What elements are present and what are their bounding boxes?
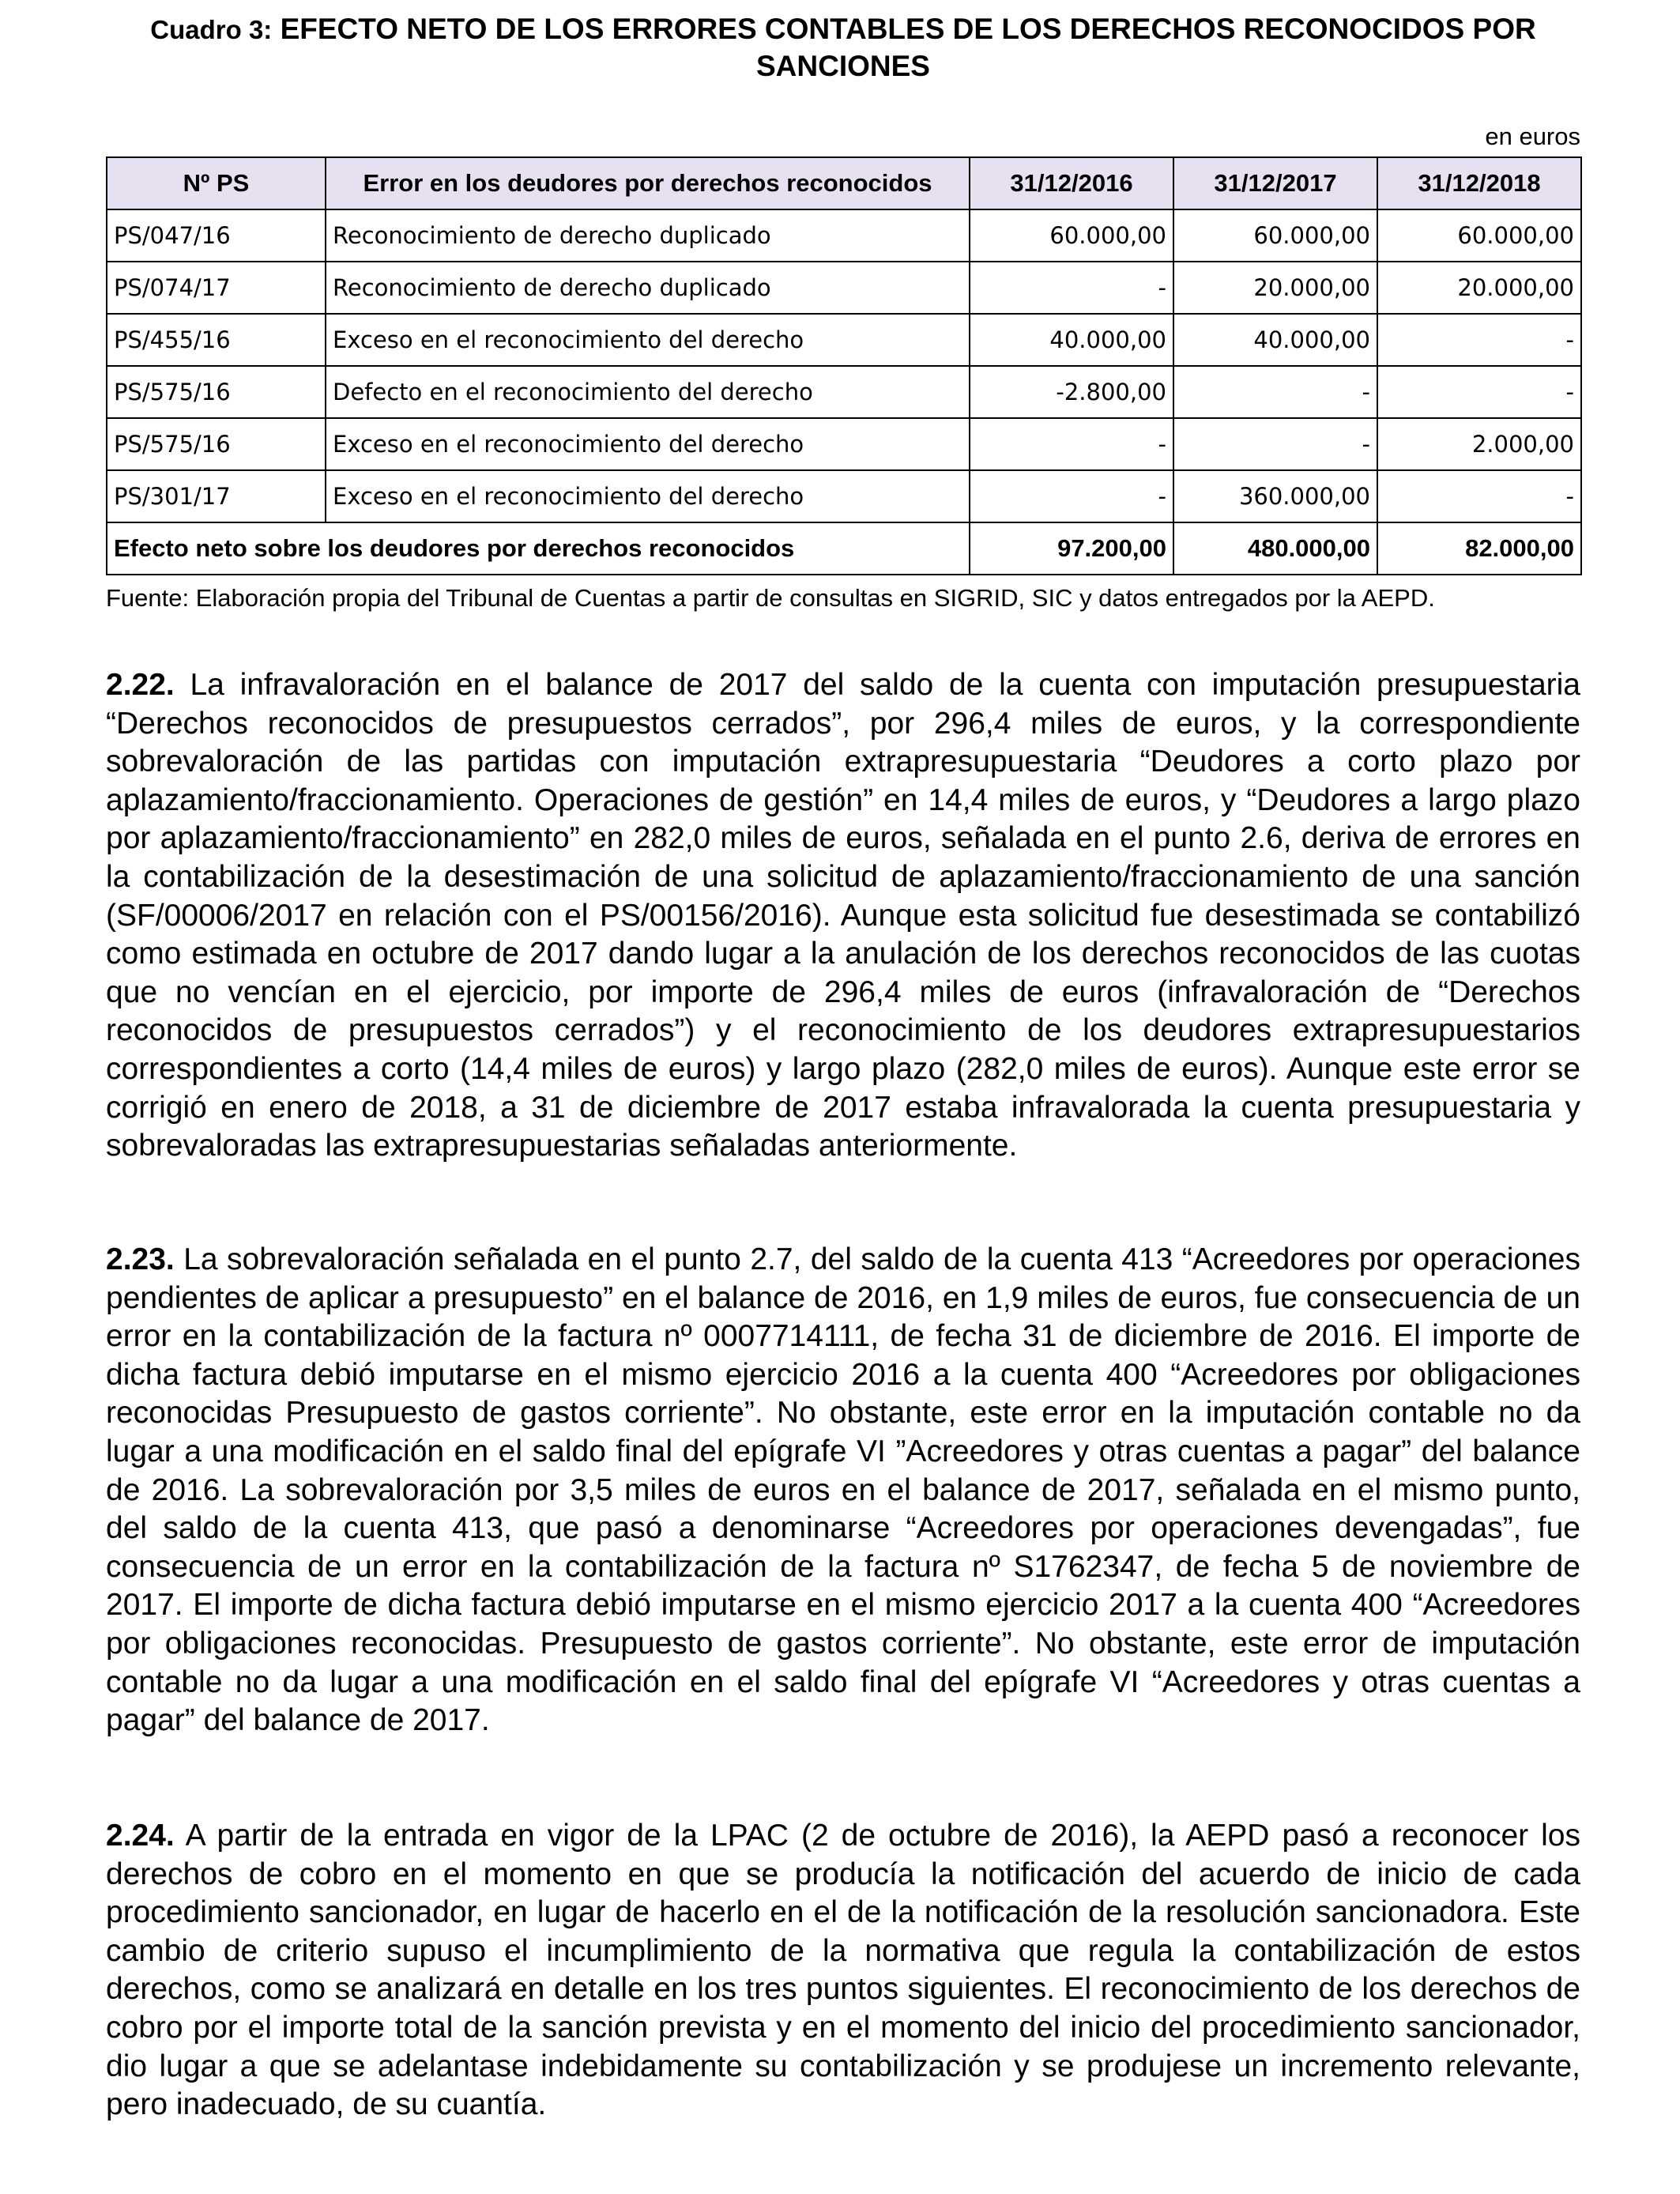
ps-cell: PS/301/17 (107, 470, 326, 522)
header-cell: 31/12/2016 (970, 157, 1173, 209)
value-cell: 360.000,00 (1173, 470, 1377, 522)
header-cell: Nº PS (107, 157, 326, 209)
value-cell: - (970, 418, 1173, 470)
unit-label: en euros (1485, 123, 1580, 150)
value-cell: 60.000,00 (1173, 209, 1377, 262)
value-cell: - (970, 262, 1173, 314)
value-cell: 60.000,00 (1377, 209, 1581, 262)
ps-cell: PS/575/16 (107, 418, 326, 470)
value-cell: 40.000,00 (1173, 314, 1377, 366)
table-row (107, 262, 1581, 314)
table-total-row (107, 522, 1581, 575)
value-cell: 20.000,00 (1173, 262, 1377, 314)
error-cell: Defecto en el reconocimiento del derecho (326, 366, 970, 418)
table-header-row (107, 157, 1581, 209)
error-cell: Exceso en el reconocimiento del derecho (326, 314, 970, 366)
error-cell: Reconocimiento de derecho duplicado (326, 209, 970, 262)
table-row (107, 418, 1581, 470)
table-row (107, 366, 1581, 418)
value-cell: 20.000,00 (1377, 262, 1581, 314)
total-value: 97.200,00 (970, 522, 1173, 575)
header-cell: 31/12/2018 (1377, 157, 1581, 209)
error-cell: Reconocimiento de derecho duplicado (326, 262, 970, 314)
ps-cell: PS/047/16 (107, 209, 326, 262)
value-cell: - (1377, 366, 1581, 418)
paragraph-text: La infravaloración en el balance de 2017 del saldo de la cuenta con imputación presupuestaria “Derechos reconocidos de presupuestos cerrados”, por 296,4 miles de euros, y la correspondiente sobrevaloración de las partidas con imputación extrapresupuestaria “Deudores a corto plazo por aplazamiento/fraccionamiento. Operaciones de gestión” en 14,4 miles de euros, y “Deudores a largo plazo por aplazamiento/fraccionamiento” en 282,0 miles de euros, señalada en el punto 2.6, deriva de errores en la contabilización de la desestimación de una solicitud de aplazamiento/fraccionamiento de una sanción (SF/00006/2017 en relación con el PS/00156/2016). Aunque esta solicitud fue desestimada se contabilizó como estimada en octubre de 2017 dando lugar a la anulación de los derechos reconocidos de las cuotas que no vencían en el ejercicio, por importe de 296,4 miles de euros (infravaloración de “Derechos reconocidos de presupuestos cerrados”) y el reconocimiento de los deudores extrapresupuestarios correspondientes a corto (14,4 miles de euros) y largo plazo (282,0 miles de euros). Aunque este error se corrigió en enero de 2018, a 31 de diciembre de 2017 estaba infravalorada la cuenta presupuestaria y sobrevaloradas las extrapresupuestarias señaladas anteriormente. (106, 668, 1580, 1163)
total-value: 480.000,00 (1173, 522, 1377, 575)
paragraph-2-22 (106, 666, 1580, 1166)
ps-cell: PS/074/17 (107, 262, 326, 314)
value-cell: 40.000,00 (970, 314, 1173, 366)
error-cell: Exceso en el reconocimiento del derecho (326, 470, 970, 522)
table-source-note: Fuente: Elaboración propia del Tribunal de Cuentas a partir de consultas en SIGRID, SIC y datos entregados por la AEPD. (106, 584, 1435, 612)
paragraph-text: A partir de la entrada en vigor de la LPAC (2 de octubre de 2016), la AEPD pasó a reconocer los derechos de cobro en el momento en que se producía la notificación del acuerdo de inicio de cada procedimiento sancionador, en lugar de hacerlo en el de la notificación de la resolución sancionadora. Este cambio de criterio supuso el incumplimiento de la normativa que regula la contabilización de estos derechos, como se analizará en detalle en los tres puntos siguientes. El reconocimiento de los derechos de cobro por el importe total de la sanción prevista y en el momento del inicio del procedimiento sancionador, dio lugar a que se adelantase indebidamente su contabilización y se produjese un incremento relevante, pero inadecuado, de su cuantía. (106, 1819, 1580, 2122)
ps-cell: PS/455/16 (107, 314, 326, 366)
value-cell: - (970, 470, 1173, 522)
table-row (107, 314, 1581, 366)
total-value: 82.000,00 (1377, 522, 1581, 575)
value-cell: - (1377, 314, 1581, 366)
value-cell: - (1173, 418, 1377, 470)
header-cell: 31/12/2017 (1173, 157, 1377, 209)
paragraph-number: 2.23. (106, 1242, 175, 1276)
table-title-label: Cuadro 3: (150, 15, 273, 44)
value-cell: - (1377, 470, 1581, 522)
total-label: Efecto neto sobre los deudores por derechos reconocidos (107, 522, 970, 575)
paragraph-text: La sobrevaloración señalada en el punto 2.7, del saldo de la cuenta 413 “Acreedores por operaciones pendientes de aplicar a presupuesto” en el balance de 2016, en 1,9 miles de euros, fue consecuencia de un error en la contabilización de la factura nº 0007714111, de fecha 31 de diciembre de 2016. El importe de dicha factura debió imputarse en el mismo ejercicio 2016 a la cuenta 400 “Acreedores por obligaciones reconocidas Presupuesto de gastos corriente”. No obstante, este error en la imputación contable no da lugar a una modificación en el saldo final del epígrafe VI ”Acreedores y otras cuentas a pagar” del balance de 2016. La sobrevaloración por 3,5 miles de euros en el balance de 2017, señalada en el mismo punto, del saldo de la cuenta 413, que pasó a denominarse “Acreedores por operaciones devengadas”, fue consecuencia de un error en la contabilización de la factura nº S1762347, de fecha 5 de noviembre de 2017. El importe de dicha factura debió imputarse en el mismo ejercicio 2017 a la cuenta 400 “Acreedores por obligaciones reconocidas. Presupuesto de gastos corriente”. No obstante, este error de imputación contable no da lugar a una modificación en el saldo final del epígrafe VI “Acreedores y otras cuentas a pagar” del balance de 2017. (106, 1242, 1580, 1738)
table-title-text: EFECTO NETO DE LOS ERRORES CONTABLES DE LOS DERECHOS RECONOCIDOS POR SANCIONES (280, 13, 1536, 82)
value-cell: -2.800,00 (970, 366, 1173, 418)
table-title (106, 11, 1580, 85)
table-row (107, 209, 1581, 262)
table-row (107, 470, 1581, 522)
value-cell: 2.000,00 (1377, 418, 1581, 470)
paragraph-2-24 (106, 1817, 1580, 2124)
errors-table (106, 156, 1582, 575)
error-cell: Exceso en el reconocimiento del derecho (326, 418, 970, 470)
paragraph-number: 2.24. (106, 1819, 175, 1853)
value-cell: 60.000,00 (970, 209, 1173, 262)
paragraph-number: 2.22. (106, 668, 175, 702)
ps-cell: PS/575/16 (107, 366, 326, 418)
header-cell: Error en los deudores por derechos reconocidos (326, 157, 970, 209)
paragraph-2-23 (106, 1241, 1580, 1740)
value-cell: - (1173, 366, 1377, 418)
